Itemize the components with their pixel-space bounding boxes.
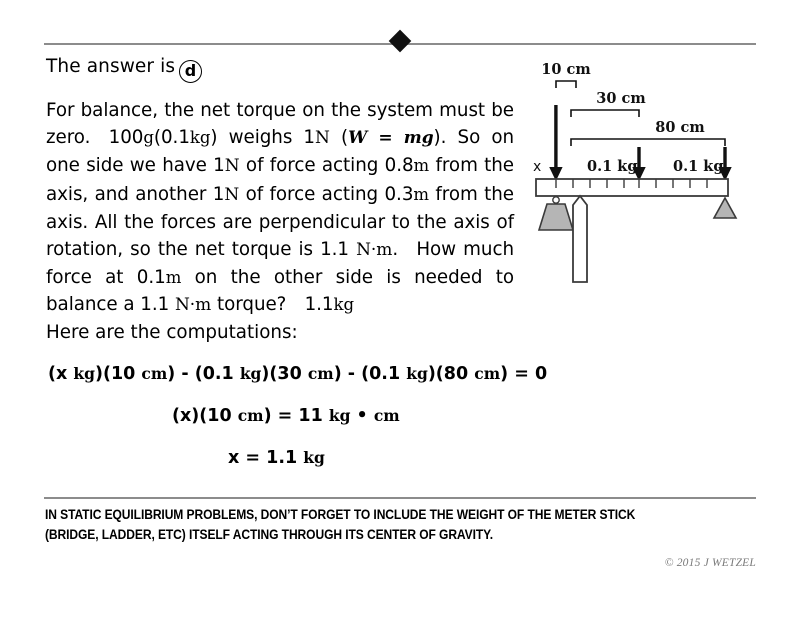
eq1-p4: ) - (0.1 bbox=[167, 364, 240, 384]
lever-diagram bbox=[520, 55, 790, 295]
label-x: x bbox=[533, 159, 542, 175]
explanation-text-3: from the axis, and another 1 bbox=[46, 155, 515, 205]
unit-torque-2: N·m bbox=[174, 295, 212, 316]
unit-newton-1: N bbox=[315, 128, 330, 149]
eq3-p0: x = 1.1 bbox=[228, 448, 304, 468]
answer-line bbox=[46, 56, 202, 83]
eq1-p6: )(30 bbox=[261, 364, 308, 384]
paren-kg-open: (0.1 bbox=[153, 127, 190, 149]
bottom-divider bbox=[44, 497, 756, 499]
explanation-question: torque? bbox=[211, 294, 305, 316]
force-arrow-left bbox=[549, 105, 562, 181]
dimension-bracket-80cm bbox=[571, 139, 725, 146]
explanation-text-7: on the other side is needed to balance a 1.1 bbox=[46, 267, 514, 316]
unit-torque-1: N·m bbox=[356, 240, 393, 261]
eq2-p2: ) = 11 bbox=[263, 406, 329, 426]
unit-newton-3: N bbox=[224, 184, 240, 205]
dimension-bracket-30cm bbox=[571, 110, 639, 117]
unit-newton-2: N bbox=[224, 156, 240, 177]
eq1-p3: cm bbox=[141, 364, 168, 383]
equation-2 bbox=[172, 406, 400, 426]
footer-note: IN STATIC EQUILIBRIUM PROBLEMS, DON’T FORGET TO INCLUDE THE WEIGHT OF THE METER STICK (BRIDGE, LADDER, ETC) ITSELF ACTING THROUGH ITS CENTER OF GRAVITY. bbox=[45, 507, 636, 542]
formula-wmg: W = mg bbox=[348, 128, 434, 149]
answer-choice-badge: d bbox=[179, 60, 202, 83]
eq1-p1: kg bbox=[73, 364, 95, 383]
eq2-p5: cm bbox=[373, 406, 400, 425]
diamond-bullet-icon bbox=[389, 30, 412, 53]
computations-heading: Here are the computations: bbox=[46, 322, 298, 343]
explanation-text-5: from the axis. All the forces are perpendicular to the axis of rotation, so the net torque is 1.1 bbox=[46, 183, 515, 261]
explanation-text-2: of force acting 0.8 bbox=[239, 155, 414, 177]
eq1-p2: )(10 bbox=[94, 364, 142, 384]
explanation-text-1: For balance, the net torque on the system must be zero. bbox=[46, 100, 514, 149]
eq2-p0: (x)(10 bbox=[172, 406, 238, 426]
label-10cm: 10 cm bbox=[541, 61, 591, 78]
unit-meters-2: m bbox=[413, 184, 430, 204]
label-30cm: 30 cm bbox=[596, 90, 646, 107]
paren-kg-close: ) bbox=[210, 127, 218, 149]
label-80cm: 80 cm bbox=[655, 119, 705, 136]
explanation-answer-value: 1.1 bbox=[304, 294, 334, 316]
hanging-weight-left bbox=[539, 197, 573, 230]
eq3-p1: kg bbox=[303, 448, 325, 467]
explanation-answer-unit: kg bbox=[333, 295, 354, 315]
eq1-p8: ) - (0.1 bbox=[333, 364, 407, 384]
formula-close: ). So on one side we have 1 bbox=[46, 127, 515, 177]
explanation-paragraph bbox=[46, 97, 514, 320]
mass-grams: 100 bbox=[108, 127, 144, 149]
dimension-bracket-10cm bbox=[556, 81, 576, 88]
support-right bbox=[714, 198, 736, 218]
eq1-p9: kg bbox=[406, 364, 428, 383]
equation-3 bbox=[228, 448, 325, 468]
one-newton: 1 bbox=[303, 127, 316, 149]
eq1-p10: )(80 bbox=[427, 364, 475, 384]
eq2-p1: cm bbox=[237, 406, 264, 425]
explanation-text-4: of force acting 0.3 bbox=[239, 183, 414, 205]
eq1-p7: cm bbox=[307, 364, 334, 383]
unit-meters-3: m bbox=[165, 268, 182, 288]
weighs-text: weighs bbox=[217, 127, 304, 149]
unit-meters-1: m bbox=[413, 156, 430, 176]
formula-open: ( bbox=[329, 127, 349, 149]
unit-grams: g bbox=[143, 128, 154, 148]
eq2-p4: • bbox=[350, 406, 374, 426]
eq1-p0: (x bbox=[48, 364, 74, 384]
answer-prefix: The answer is bbox=[46, 56, 176, 77]
eq1-p5: kg bbox=[239, 364, 262, 383]
copyright-notice: © 2015 J WETZEL bbox=[664, 557, 756, 569]
label-mass-1: 0.1 kg bbox=[587, 158, 638, 175]
equation-1 bbox=[48, 364, 547, 384]
eq1-p12: ) = 0 bbox=[500, 364, 548, 384]
explanation-text-6: . How much force at 0.1 bbox=[46, 239, 514, 289]
unit-kg: kg bbox=[189, 128, 211, 148]
meter-stick bbox=[536, 179, 728, 196]
label-mass-2: 0.1 kg bbox=[673, 158, 724, 175]
fulcrum-column bbox=[573, 196, 587, 282]
eq2-p3: kg bbox=[328, 406, 351, 425]
eq1-p11: cm bbox=[474, 364, 501, 383]
